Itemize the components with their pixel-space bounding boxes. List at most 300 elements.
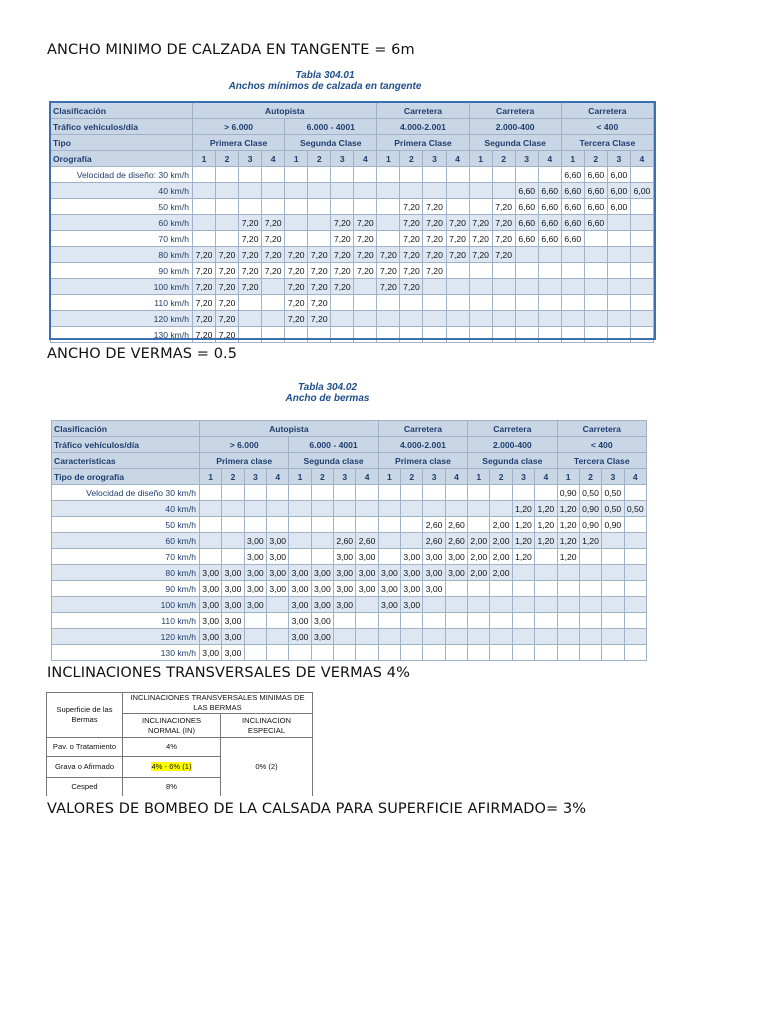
- width-cell: 3,00: [200, 645, 222, 661]
- width-cell: 6,00: [607, 183, 630, 199]
- width-cell: 3,00: [267, 533, 289, 549]
- width-cell: [538, 295, 561, 311]
- width-cell: 6,60: [561, 231, 584, 247]
- width-cell: [423, 629, 445, 645]
- width-cell: [377, 215, 400, 231]
- width-cell: 3,00: [311, 565, 333, 581]
- width-cell: [239, 311, 262, 327]
- width-cell: [200, 533, 222, 549]
- width-cell: [356, 485, 378, 501]
- orografia-number: 3: [244, 469, 266, 485]
- width-cell: [630, 263, 653, 279]
- width-cell: 1,20: [535, 517, 557, 533]
- width-cell: [490, 629, 512, 645]
- width-cell: [216, 199, 239, 215]
- header-autopista: Autopista: [200, 421, 379, 437]
- width-cell: 3,00: [401, 565, 423, 581]
- width-cell: [356, 597, 378, 613]
- width-cell: 2,00: [468, 565, 490, 581]
- width-cell: 7,20: [423, 247, 446, 263]
- table-inclinaciones: [46, 692, 313, 796]
- width-cell: 7,20: [262, 247, 285, 263]
- orografia-number: 2: [584, 151, 607, 167]
- header-tipo-value: Segunda clase: [289, 453, 378, 469]
- width-cell: [193, 167, 216, 183]
- width-cell: [239, 295, 262, 311]
- width-cell: [285, 167, 308, 183]
- width-cell: [216, 167, 239, 183]
- width-cell: 7,20: [193, 279, 216, 295]
- orografia-number: 1: [289, 469, 311, 485]
- paragraph-vermas: ANCHO DE VERMAS = 0.5: [47, 346, 238, 362]
- width-cell: 3,00: [289, 581, 311, 597]
- width-cell: [445, 629, 467, 645]
- header-carretera: Carretera: [469, 103, 561, 119]
- width-cell: [624, 549, 646, 565]
- width-cell: [624, 645, 646, 661]
- width-cell: [557, 581, 579, 597]
- width-cell: [423, 613, 445, 629]
- width-cell: [311, 485, 333, 501]
- width-cell: 7,20: [308, 311, 331, 327]
- header-orografia: Tipo de orografía: [52, 469, 200, 485]
- width-cell: [607, 263, 630, 279]
- orografia-number: 4: [356, 469, 378, 485]
- orografia-number: 3: [423, 151, 446, 167]
- table-row: [51, 247, 654, 263]
- width-cell: 7,20: [331, 279, 354, 295]
- table-anchos-calzada: [50, 102, 654, 343]
- width-cell: 0,50: [624, 501, 646, 517]
- width-cell: 7,20: [354, 215, 377, 231]
- width-cell: [334, 613, 356, 629]
- width-cell: [561, 311, 584, 327]
- width-cell: 7,20: [423, 263, 446, 279]
- speed-label: 130 km/h: [51, 327, 193, 343]
- width-cell: [216, 215, 239, 231]
- speed-label: Velocidad de diseño: 30 km/h: [51, 167, 193, 183]
- width-cell: [262, 183, 285, 199]
- width-cell: 3,00: [244, 565, 266, 581]
- width-cell: 1,20: [535, 533, 557, 549]
- width-cell: 7,20: [239, 247, 262, 263]
- width-cell: [311, 549, 333, 565]
- width-cell: 7,20: [446, 247, 469, 263]
- table-row: [52, 501, 647, 517]
- width-cell: [244, 485, 266, 501]
- width-cell: 3,00: [267, 549, 289, 565]
- width-cell: 6,60: [515, 231, 538, 247]
- width-cell: 7,20: [492, 231, 515, 247]
- header-inclinaciones: INCLINACIONES TRANSVERSALES MINIMAS DE LAS BERMAS: [123, 693, 313, 714]
- orografia-number: 1: [469, 151, 492, 167]
- width-cell: 3,00: [334, 549, 356, 565]
- orografia-number: 3: [423, 469, 445, 485]
- width-cell: 3,00: [222, 597, 244, 613]
- orografia-number: 2: [492, 151, 515, 167]
- width-cell: [602, 581, 624, 597]
- width-cell: 7,20: [331, 231, 354, 247]
- table-row: [51, 311, 654, 327]
- width-cell: [492, 167, 515, 183]
- width-cell: [538, 279, 561, 295]
- table-row: [51, 263, 654, 279]
- width-cell: 0,90: [579, 501, 601, 517]
- width-cell: [239, 183, 262, 199]
- width-cell: 3,00: [289, 629, 311, 645]
- orografia-number: 1: [285, 151, 308, 167]
- width-cell: [468, 517, 490, 533]
- table-row: [51, 199, 654, 215]
- header-tipo-value: Primera clase: [200, 453, 289, 469]
- width-cell: 3,00: [356, 565, 378, 581]
- width-cell: 7,20: [193, 295, 216, 311]
- normal-value: 8%: [123, 778, 221, 797]
- width-cell: [356, 629, 378, 645]
- header-trafico: Tráfico vehículos/día: [52, 437, 200, 453]
- header-trafico-value: > 6.000: [200, 437, 289, 453]
- width-cell: [334, 645, 356, 661]
- width-cell: [356, 517, 378, 533]
- width-cell: [602, 629, 624, 645]
- table1-caption-title: Tabla 304.01: [295, 70, 355, 81]
- normal-value: [123, 757, 221, 778]
- width-cell: [579, 549, 601, 565]
- width-cell: [244, 645, 266, 661]
- width-cell: 3,00: [289, 597, 311, 613]
- width-cell: [267, 501, 289, 517]
- width-cell: [469, 327, 492, 343]
- width-cell: 2,60: [334, 533, 356, 549]
- width-cell: [356, 645, 378, 661]
- speed-label: 130 km/h: [52, 645, 200, 661]
- width-cell: [267, 645, 289, 661]
- width-cell: 7,20: [193, 247, 216, 263]
- width-cell: [579, 565, 601, 581]
- width-cell: [538, 167, 561, 183]
- width-cell: [445, 581, 467, 597]
- speed-label: 110 km/h: [51, 295, 193, 311]
- orografia-number: 3: [331, 151, 354, 167]
- width-cell: 7,20: [239, 231, 262, 247]
- width-cell: [193, 199, 216, 215]
- table-row: [52, 581, 647, 597]
- width-cell: 3,00: [289, 613, 311, 629]
- width-cell: [515, 247, 538, 263]
- width-cell: 7,20: [400, 263, 423, 279]
- width-cell: [624, 485, 646, 501]
- width-cell: [584, 311, 607, 327]
- width-cell: 7,20: [377, 247, 400, 263]
- width-cell: [262, 311, 285, 327]
- table-row: [51, 167, 654, 183]
- width-cell: 1,20: [557, 549, 579, 565]
- width-cell: [262, 295, 285, 311]
- width-cell: [561, 247, 584, 263]
- width-cell: [354, 199, 377, 215]
- width-cell: 7,20: [308, 263, 331, 279]
- width-cell: [401, 485, 423, 501]
- width-cell: 7,20: [216, 327, 239, 343]
- header-tipo-value: Tercera Clase: [557, 453, 647, 469]
- width-cell: 7,20: [239, 279, 262, 295]
- table-row: [52, 629, 647, 645]
- width-cell: 7,20: [193, 327, 216, 343]
- width-cell: 3,00: [244, 597, 266, 613]
- orografia-number: 3: [607, 151, 630, 167]
- width-cell: [401, 645, 423, 661]
- width-cell: [446, 199, 469, 215]
- width-cell: [200, 485, 222, 501]
- width-cell: [515, 295, 538, 311]
- width-cell: [423, 311, 446, 327]
- table-row: [51, 327, 654, 343]
- width-cell: [512, 645, 534, 661]
- width-cell: [334, 485, 356, 501]
- width-cell: [535, 613, 557, 629]
- width-cell: [446, 295, 469, 311]
- width-cell: [468, 645, 490, 661]
- width-cell: [267, 597, 289, 613]
- width-cell: 0,90: [602, 517, 624, 533]
- width-cell: 0,90: [579, 517, 601, 533]
- width-cell: [377, 311, 400, 327]
- width-cell: [492, 311, 515, 327]
- orografia-number: 2: [401, 469, 423, 485]
- width-cell: [607, 311, 630, 327]
- header-trafico-value: 4.000-2.001: [378, 437, 467, 453]
- width-cell: [607, 231, 630, 247]
- table-row: [52, 485, 647, 501]
- speed-label: 50 km/h: [52, 517, 200, 533]
- width-cell: [490, 501, 512, 517]
- width-cell: [624, 565, 646, 581]
- orografia-number: 4: [535, 469, 557, 485]
- table1-caption: [195, 70, 455, 92]
- width-cell: [331, 327, 354, 343]
- width-cell: [244, 629, 266, 645]
- orografia-number: 2: [222, 469, 244, 485]
- width-cell: [492, 279, 515, 295]
- width-cell: 6,60: [538, 183, 561, 199]
- width-cell: [630, 247, 653, 263]
- width-cell: 6,60: [584, 215, 607, 231]
- width-cell: 3,00: [356, 549, 378, 565]
- width-cell: [354, 183, 377, 199]
- width-cell: [557, 613, 579, 629]
- width-cell: 1,20: [512, 517, 534, 533]
- width-cell: 2,00: [490, 517, 512, 533]
- width-cell: [423, 295, 446, 311]
- width-cell: [400, 327, 423, 343]
- width-cell: [423, 279, 446, 295]
- orografia-number: 4: [262, 151, 285, 167]
- width-cell: 7,20: [262, 215, 285, 231]
- width-cell: [584, 247, 607, 263]
- width-cell: [630, 215, 653, 231]
- table-row: [51, 279, 654, 295]
- width-cell: 1,20: [579, 533, 601, 549]
- width-cell: [512, 629, 534, 645]
- width-cell: [607, 279, 630, 295]
- width-cell: [222, 533, 244, 549]
- width-cell: [561, 263, 584, 279]
- header-clasificacion: Clasificación: [51, 103, 193, 119]
- table2-caption: [240, 382, 415, 404]
- speed-label: 60 km/h: [52, 533, 200, 549]
- width-cell: [602, 597, 624, 613]
- table-ancho-bermas: [51, 420, 647, 661]
- width-cell: [607, 247, 630, 263]
- width-cell: [535, 645, 557, 661]
- width-cell: [561, 279, 584, 295]
- width-cell: [377, 295, 400, 311]
- width-cell: [354, 279, 377, 295]
- width-cell: 6,00: [630, 183, 653, 199]
- header-tipo-value: Primera Clase: [193, 135, 285, 151]
- width-cell: 7,20: [239, 263, 262, 279]
- width-cell: 3,00: [311, 613, 333, 629]
- width-cell: 7,20: [492, 215, 515, 231]
- width-cell: [200, 501, 222, 517]
- width-cell: [311, 501, 333, 517]
- orografia-number: 4: [630, 151, 653, 167]
- width-cell: 7,20: [377, 263, 400, 279]
- width-cell: [267, 613, 289, 629]
- width-cell: [446, 311, 469, 327]
- width-cell: [378, 549, 400, 565]
- width-cell: 6,60: [561, 199, 584, 215]
- width-cell: [468, 581, 490, 597]
- width-cell: [490, 485, 512, 501]
- width-cell: [244, 517, 266, 533]
- width-cell: 7,20: [446, 215, 469, 231]
- speed-label: 40 km/h: [51, 183, 193, 199]
- width-cell: 1,20: [557, 517, 579, 533]
- width-cell: [446, 183, 469, 199]
- width-cell: [378, 613, 400, 629]
- width-cell: [423, 485, 445, 501]
- width-cell: [400, 167, 423, 183]
- width-cell: 7,20: [400, 215, 423, 231]
- width-cell: [468, 613, 490, 629]
- width-cell: [624, 517, 646, 533]
- header-trafico-value: 6.000 - 4001: [285, 119, 377, 135]
- speed-label: 90 km/h: [51, 263, 193, 279]
- width-cell: [331, 295, 354, 311]
- width-cell: 6,60: [538, 215, 561, 231]
- width-cell: [579, 613, 601, 629]
- width-cell: [445, 613, 467, 629]
- width-cell: 7,20: [400, 247, 423, 263]
- orografia-number: 4: [538, 151, 561, 167]
- header-tipo-value: Segunda Clase: [285, 135, 377, 151]
- speed-label: 120 km/h: [51, 311, 193, 327]
- width-cell: [423, 183, 446, 199]
- width-cell: [308, 231, 331, 247]
- speed-label: Velocidad de diseño 30 km/h: [52, 485, 200, 501]
- width-cell: 3,00: [289, 565, 311, 581]
- width-cell: 7,20: [216, 311, 239, 327]
- speed-label: 50 km/h: [51, 199, 193, 215]
- width-cell: [557, 629, 579, 645]
- orografia-number: 1: [377, 151, 400, 167]
- width-cell: [602, 565, 624, 581]
- width-cell: [602, 533, 624, 549]
- width-cell: [535, 549, 557, 565]
- width-cell: [630, 295, 653, 311]
- width-cell: [512, 485, 534, 501]
- width-cell: 6,00: [607, 167, 630, 183]
- orografia-number: 4: [354, 151, 377, 167]
- width-cell: 3,00: [445, 565, 467, 581]
- width-cell: 0,50: [602, 485, 624, 501]
- width-cell: [607, 295, 630, 311]
- width-cell: [377, 199, 400, 215]
- table-row: [51, 231, 654, 247]
- width-cell: 0,50: [579, 485, 601, 501]
- width-cell: [579, 645, 601, 661]
- orografia-number: 1: [557, 469, 579, 485]
- width-cell: [334, 517, 356, 533]
- table2-caption-title: Tabla 304.02: [297, 382, 358, 393]
- width-cell: [200, 517, 222, 533]
- table2-caption-subtitle: Ancho de bermas: [285, 393, 370, 404]
- width-cell: [630, 327, 653, 343]
- width-cell: 2,00: [468, 533, 490, 549]
- speed-label: 90 km/h: [52, 581, 200, 597]
- header-tipo-value: Tercera Clase: [561, 135, 653, 151]
- width-cell: 7,20: [354, 247, 377, 263]
- width-cell: 3,00: [222, 629, 244, 645]
- orografia-number: 2: [216, 151, 239, 167]
- width-cell: 1,20: [512, 549, 534, 565]
- width-cell: [557, 597, 579, 613]
- width-cell: 1,20: [512, 501, 534, 517]
- width-cell: [624, 597, 646, 613]
- width-cell: [423, 597, 445, 613]
- width-cell: [630, 311, 653, 327]
- width-cell: [334, 629, 356, 645]
- speed-label: 80 km/h: [52, 565, 200, 581]
- width-cell: [445, 501, 467, 517]
- width-cell: 7,20: [469, 247, 492, 263]
- width-cell: 3,00: [334, 581, 356, 597]
- width-cell: [515, 327, 538, 343]
- width-cell: 7,20: [331, 263, 354, 279]
- width-cell: [469, 199, 492, 215]
- width-cell: [311, 533, 333, 549]
- width-cell: 6,60: [538, 199, 561, 215]
- surface-label: Pav. o Tratamiento: [47, 738, 123, 757]
- header-trafico-value: 2.000-400: [468, 437, 557, 453]
- speed-label: 80 km/h: [51, 247, 193, 263]
- speed-label: 60 km/h: [51, 215, 193, 231]
- width-cell: [285, 199, 308, 215]
- width-cell: 3,00: [423, 581, 445, 597]
- table-row: [52, 533, 647, 549]
- width-cell: [492, 263, 515, 279]
- width-cell: [216, 183, 239, 199]
- width-cell: [538, 263, 561, 279]
- width-cell: [267, 485, 289, 501]
- width-cell: [289, 501, 311, 517]
- width-cell: [262, 279, 285, 295]
- orografia-number: 4: [624, 469, 646, 485]
- table-row: [52, 645, 647, 661]
- width-cell: 3,00: [200, 581, 222, 597]
- width-cell: 7,20: [423, 199, 446, 215]
